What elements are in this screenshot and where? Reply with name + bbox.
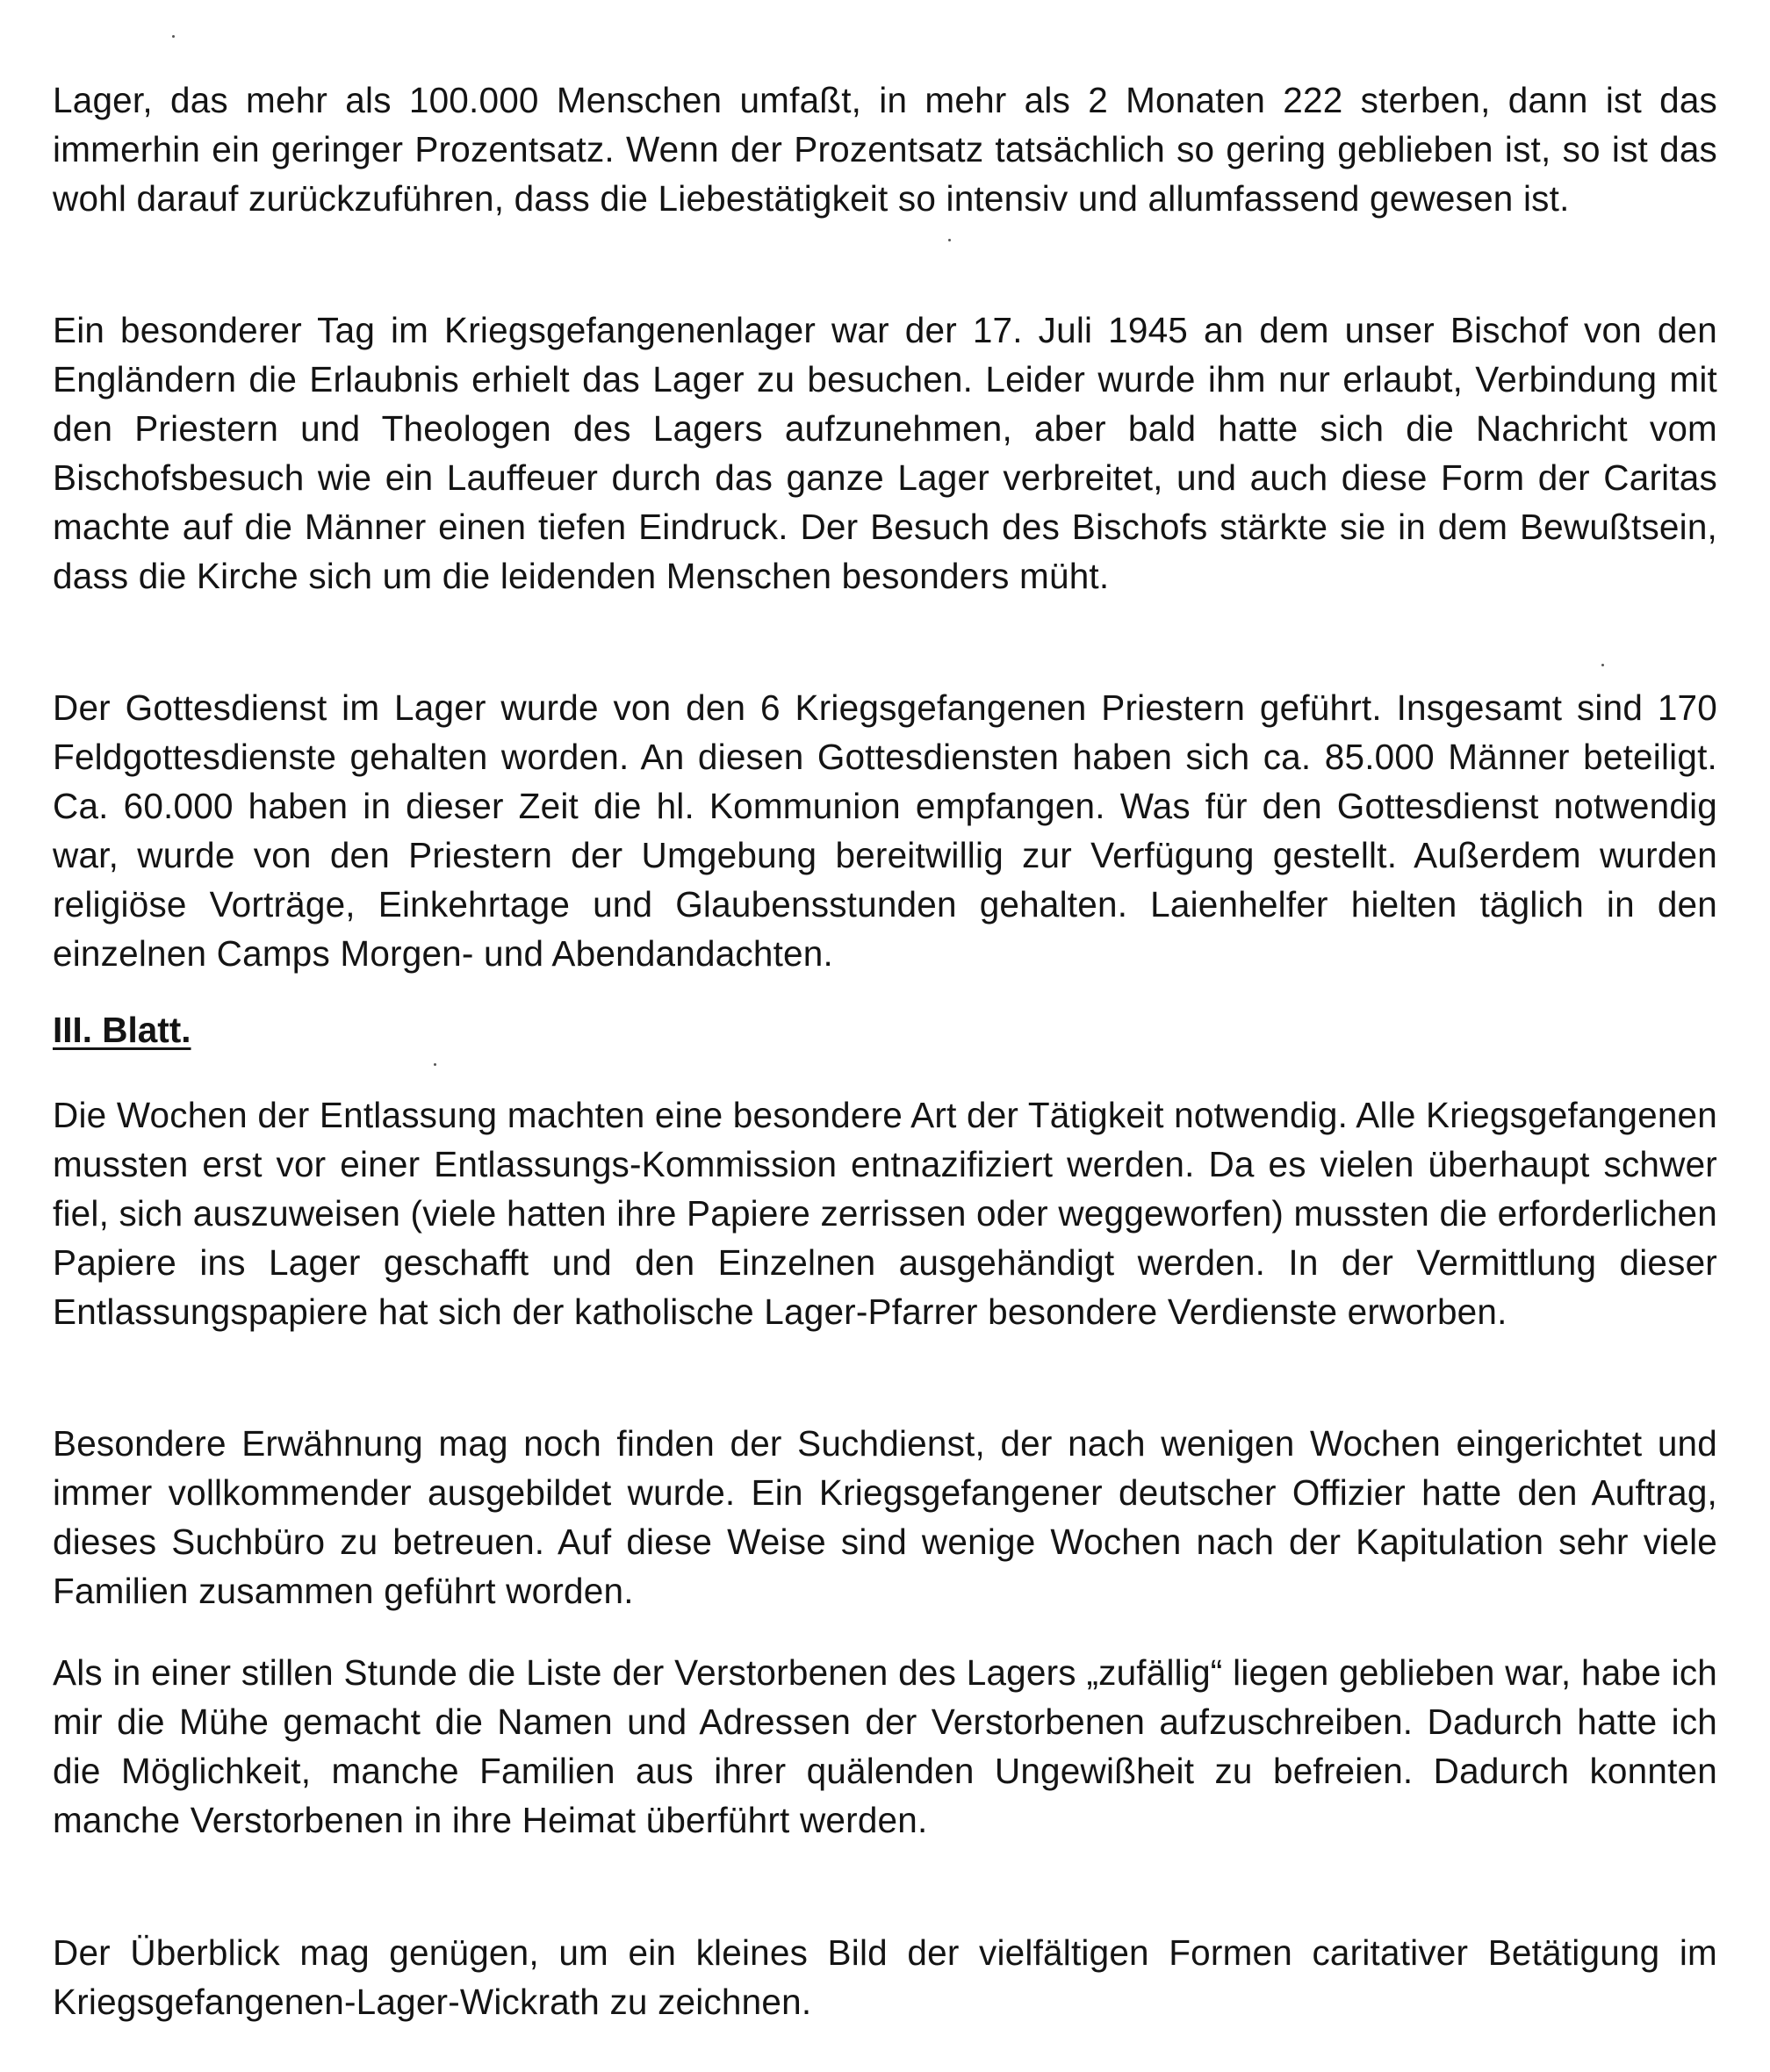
paragraph-list-of-deceased: Als in einer stillen Stunde die Liste der Verstorbenen des Lagers „zufällig“ liegen geblieben war, habe ich mir die Mühe gemacht die Namen und Adressen der Verstorbenen aufzuschreiben. Dadurch hatte ich die Möglichkeit, manche Familien aus ihrer quälenden Ungewißheit zu befreien. Dadurch konnten manche Verstorbenen in ihre Heimat überführt werden. — [53, 1652, 1717, 1840]
paragraph-church-services: Der Gottesdienst im Lager wurde von den 6 Kriegsgefangenen Priestern geführt. Insgesamt sind 170 Feldgottesdienste gehalten worden. An diesen Gottesdiensten haben sich ca. 85.000 Männer beteiligt. Ca. 60.000 haben in dieser Zeit die hl. Kommunion empfangen. Was für den Gottesdienst notwendig war, wurde von den Priestern der Umgebung bereitwillig zur Verfügung gestellt. Außerdem wurden religiöse Vorträge, Einkehrtage und Glaubensstunden gehalten. Laienhelfer hielten täglich in den einzelnen Camps Morgen- und Abendandachten. — [53, 687, 1717, 974]
paragraph-search-service: Besondere Erwähnung mag noch finden der Suchdienst, der nach wenigen Wochen eingerichtet und immer vollkommender ausgebildet wurde. Ein Kriegsgefangener deutscher Offizier hatte den Auftrag, dieses Suchbüro zu betreuen. Auf diese Weise sind wenige Wochen nach der Kapitulation sehr viele Familien zusammen geführt worden. — [53, 1423, 1717, 1611]
paragraph-release-weeks: Die Wochen der Entlassung machten eine besondere Art der Tätigkeit notwendig. Alle Kriegsgefangenen mussten erst vor einer Entlassungs-Kommission entnazifiziert werden. Da es vielen überhaupt schwer fiel, sich auszuweisen (viele hatten ihre Papiere zerrissen oder weggeworfen) mussten die erforderlichen Papiere ins Lager geschafft und den Einzelnen ausgehändigt werden. In der Vermittlung dieser Entlassungspapiere hat sich der katholische Lager-Pfarrer besondere Verdienste erworben. — [53, 1095, 1718, 1332]
paragraph-camp-mortality: Lager, das mehr als 100.000 Menschen umfaßt, in mehr als 2 Monaten 222 sterben, dann ist das immerhin ein geringer Prozentsatz. Wenn der Prozentsatz tatsächlich so gering geblieben ist, so ist das wohl darauf zurückzuführen, dass die Liebestätigkeit so intensiv und allumfassend gewesen ist. — [53, 80, 1717, 219]
paragraph-bishop-visit: Ein besonderer Tag im Kriegsgefangenenlager war der 17. Juli 1945 an dem unser Bischof von den Engländern die Erlaubnis erhielt das Lager zu besuchen. Leider wurde ihm nur erlaubt, Verbindung mit den Priestern und Theologen des Lagers aufzunehmen, aber bald hatte sich die Nachricht vom Bischofsbesuch wie ein Lauffeuer durch das ganze Lager verbreitet, und auch diese Form der Caritas machte auf die Männer einen tiefen Eindruck. Der Besuch des Bischofs stärkte sie in dem Bewußtsein, dass die Kirche sich um die leidenden Menschen besonders müht. — [53, 310, 1717, 596]
scan-speck — [1601, 664, 1604, 666]
paragraph-conclusion: Der Überblick mag genügen, um ein kleines Bild der vielfältigen Formen caritativer Betätigung im Kriegsgefangenen-Lager-Wickrath zu zeichnen. — [53, 1932, 1717, 2022]
scan-speck — [434, 1063, 436, 1066]
section-heading: III. Blatt. — [53, 1010, 191, 1050]
scan-speck — [172, 35, 175, 38]
scan-speck — [948, 239, 951, 241]
